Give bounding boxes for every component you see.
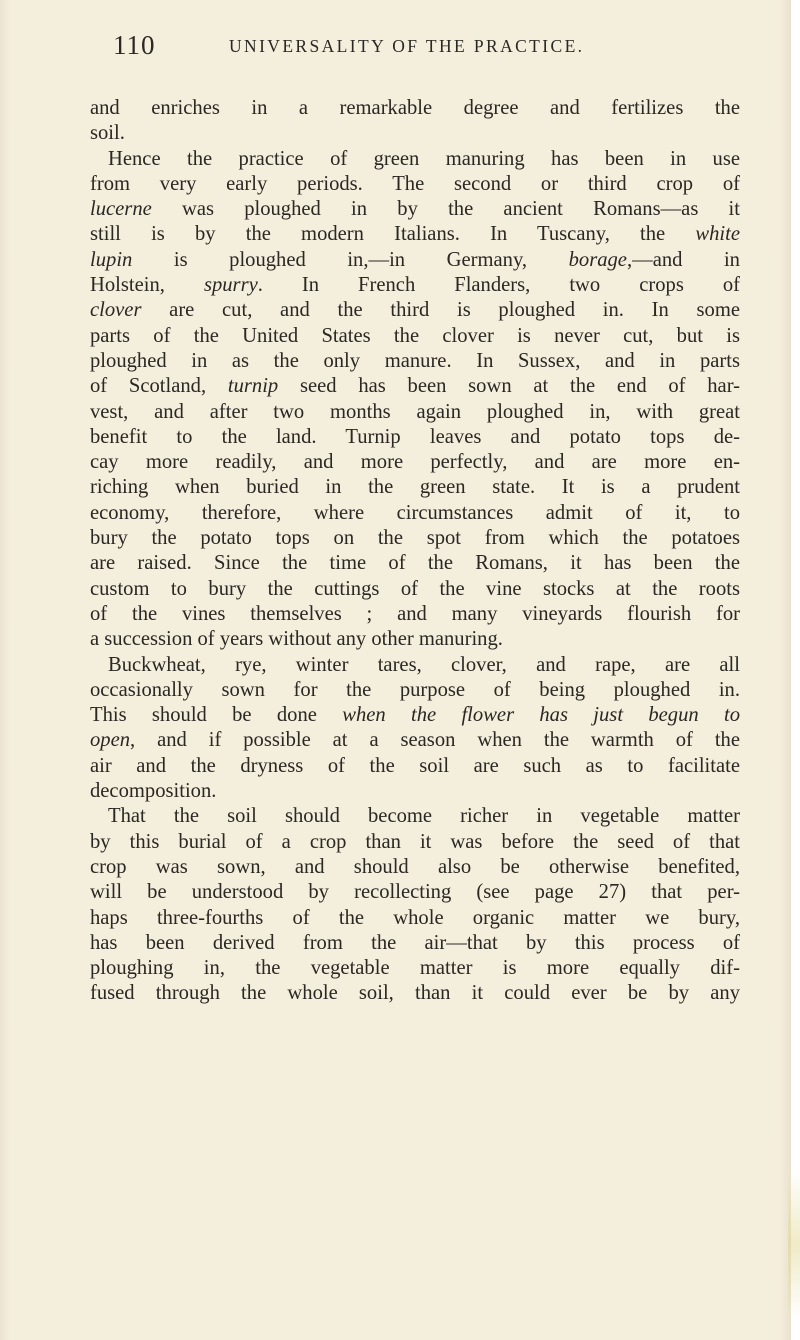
text-line bbox=[90, 475, 740, 500]
text-run: occasionally sown for the purpose of being ploughed in. bbox=[90, 678, 740, 701]
text-line bbox=[90, 602, 740, 627]
text-line bbox=[90, 425, 740, 450]
text-run: air and the dryness of the soil are such as to facilitate bbox=[90, 754, 740, 777]
text-line bbox=[90, 906, 740, 931]
text-line bbox=[90, 501, 740, 526]
text-run: benefit to the land. Turnip leaves and potato tops de- bbox=[90, 425, 740, 448]
paper-stain bbox=[788, 1170, 800, 1320]
text-run: haps three-fourths of the whole organic matter we bury, bbox=[90, 906, 740, 929]
text-run: will be understood by recollecting (see page 27) that per- bbox=[90, 881, 740, 904]
text-run: economy, therefore, where circumstances admit of it, to bbox=[90, 501, 740, 524]
italic-term: when the flower has just begun to bbox=[342, 704, 740, 727]
text-run: crop was sown, and should also be otherwise benefited, bbox=[90, 855, 740, 878]
text-line bbox=[90, 324, 740, 349]
page-gutter-shadow bbox=[0, 0, 10, 1340]
italic-term: lupin bbox=[90, 248, 133, 271]
running-head: UNIVERSALITY OF THE PRACTICE. bbox=[229, 36, 585, 56]
text-line bbox=[90, 703, 740, 728]
page-header bbox=[113, 30, 733, 62]
text-run: are raised. Since the time of the Romans, it has been the bbox=[90, 552, 740, 575]
text-line bbox=[90, 728, 740, 753]
text-line bbox=[90, 349, 740, 374]
text-line bbox=[90, 222, 740, 247]
text-line bbox=[90, 981, 740, 1006]
text-line bbox=[90, 855, 740, 880]
text-run: has been derived from the air—that by this process of bbox=[90, 931, 740, 954]
text-run: of Scotland, bbox=[90, 375, 228, 398]
page-edge-shadow bbox=[779, 0, 791, 1340]
page-edge bbox=[791, 0, 800, 1340]
text-run: custom to bury the cuttings of the vine stocks at the roots bbox=[90, 577, 740, 600]
text-line bbox=[90, 374, 740, 399]
text-run: , and if possible at a season when the warmth of the bbox=[130, 729, 740, 752]
text-line bbox=[90, 400, 740, 425]
text-line bbox=[90, 754, 740, 779]
text-line bbox=[90, 172, 740, 197]
text-line bbox=[90, 273, 740, 298]
text-run: That the soil should become richer in vegetable matter bbox=[108, 805, 740, 828]
italic-term: lucerne bbox=[90, 198, 152, 221]
text-line bbox=[90, 880, 740, 905]
text-line bbox=[90, 577, 740, 602]
text-run: of the vines themselves ; and many vineyards flourish for bbox=[90, 602, 740, 625]
text-run: decomposition. bbox=[90, 780, 217, 803]
text-run: ploughed in as the only manure. In Sussex, and in parts bbox=[90, 349, 740, 372]
italic-term: open bbox=[90, 729, 131, 752]
text-line bbox=[90, 147, 740, 172]
text-run: ploughing in, the vegetable matter is more equally dif- bbox=[90, 957, 740, 980]
text-run: vest, and after two months again ploughed in, with great bbox=[90, 400, 740, 423]
text-line bbox=[90, 779, 740, 804]
text-run: riching when buried in the green state. It is a prudent bbox=[90, 476, 740, 499]
text-line bbox=[90, 298, 740, 323]
text-run: by this burial of a crop than it was before the seed of that bbox=[90, 830, 740, 853]
body-text bbox=[90, 96, 740, 1007]
text-line bbox=[90, 551, 740, 576]
text-run: cay more readily, and more perfectly, and are more en- bbox=[90, 451, 740, 474]
text-line bbox=[90, 830, 740, 855]
text-line bbox=[90, 956, 740, 981]
text-run: Holstein, bbox=[90, 274, 204, 297]
text-run: a succession of years without any other manuring. bbox=[90, 628, 503, 651]
text-run: This should be done bbox=[90, 704, 343, 727]
text-line bbox=[90, 121, 740, 146]
italic-term: turnip bbox=[227, 375, 279, 398]
italic-term: clover bbox=[90, 299, 142, 322]
text-line bbox=[90, 248, 740, 273]
italic-term: spurry bbox=[203, 274, 258, 297]
text-line bbox=[90, 96, 740, 121]
text-run: fused through the whole soil, than it could ever be by any bbox=[90, 982, 740, 1005]
text-run: . In French Flanders, two crops of bbox=[257, 274, 740, 297]
text-run: still is by the modern Italians. In Tuscany, the bbox=[90, 223, 696, 246]
text-run: bury the potato tops on the spot from which the potatoes bbox=[90, 527, 740, 550]
text-line bbox=[90, 197, 740, 222]
text-run: Buckwheat, rye, winter tares, clover, and rape, are all bbox=[108, 653, 740, 676]
text-run: soil. bbox=[90, 122, 125, 145]
text-line bbox=[90, 450, 740, 475]
page-number: 110 bbox=[113, 30, 156, 60]
text-line bbox=[90, 931, 740, 956]
text-run: and enriches in a remarkable degree and fertilizes the bbox=[90, 97, 740, 119]
italic-term: borage bbox=[568, 248, 627, 271]
text-line bbox=[90, 627, 740, 652]
text-run: ,—and in bbox=[626, 248, 740, 271]
text-run: is ploughed in,—in Germany, bbox=[132, 248, 569, 271]
text-run: from very early periods. The second or third crop of bbox=[90, 172, 740, 195]
text-line bbox=[90, 653, 740, 678]
text-run: parts of the United States the clover is never cut, but is bbox=[90, 324, 740, 347]
text-line bbox=[90, 678, 740, 703]
text-run: was ploughed in by the ancient Romans—as it bbox=[151, 198, 740, 221]
text-run: Hence the practice of green manuring has been in use bbox=[108, 147, 740, 170]
text-line bbox=[90, 526, 740, 551]
text-run: are cut, and the third is ploughed in. In some bbox=[141, 299, 740, 322]
text-run: seed has been sown at the end of har- bbox=[278, 375, 741, 398]
text-line bbox=[90, 804, 740, 829]
italic-term: white bbox=[695, 223, 740, 246]
